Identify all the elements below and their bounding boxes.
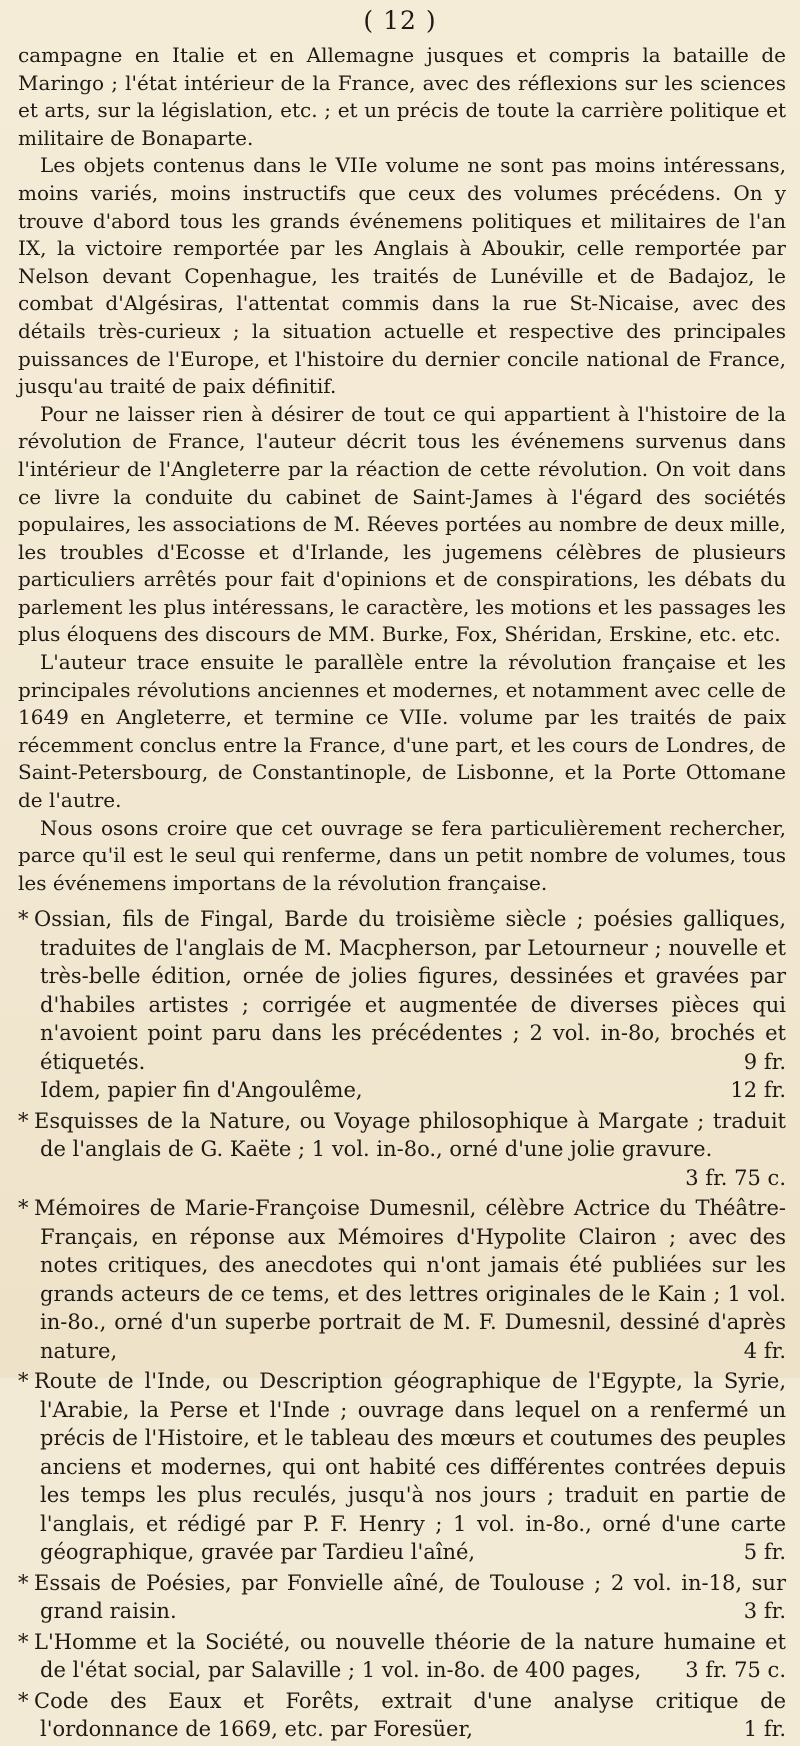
ad-entry-ossian [18, 905, 786, 1105]
asterisk-mark: * [18, 1688, 29, 1713]
asterisk-mark: * [18, 1570, 29, 1595]
paragraph: Les objets contenus dans le VIIe volume ne sont pas moins intéressans, moins variés, moins instructifs que ceux des volumes précédens. On y trouve d'abord tous les grands événemens politiques et militaires de l'an IX, la victoire remportée par les Anglais à Aboukir, celle remportée par Nelson devant Copenhague, les traités de Lunéville et de Badajoz, le combat d'Algésiras, l'attentat commis dans la rue St-Nicaise, avec des détails très-curieux ; la situation actuelle et respective des principales puissances de l'Europe, et l'histoire du dernier concile national de France, jusqu'au traité de paix définitif. [18, 153, 786, 399]
ad-price: 3 fr. 75 c. [685, 1165, 786, 1190]
ad-note: Idem, papier fin d'Angoulême, [40, 1078, 363, 1103]
ad-entry-essais [18, 1569, 786, 1626]
ad-text: Route de l'Inde, ou Description géographique de l'Egypte, la Syrie, l'Arabie, la Perse et l'Inde ; ouvrage dans lequel on a renfermé un précis de l'Histoire, et le tableau des mœurs et coutumes des peuples anciens et modernes, qui ont habité ces différentes contrées depuis les temps les plus reculés, jusqu'à nos jours ; traduit en partie de l'anglais, et rédigé par P. F. Henry ; 1 vol. in-8o., orné d'une carte géographique, gravée par Tardieu l'aîné, [34, 1369, 786, 1565]
asterisk-mark: * [18, 907, 29, 932]
ad-entry-homme-societe [18, 1628, 786, 1685]
ad-entry-route-inde [18, 1367, 786, 1567]
ad-text: Mémoires de Marie-Françoise Dumesnil, célèbre Actrice du Théâtre-Français, en réponse aux Mémoires d'Hypolite Clairon ; avec des notes critiques, des anecdotes qui n'ont jamais été publiées sur les grands acteurs de ce tems, et des lettres originales de le Kain ; 1 vol. in-8o., orné d'un superbe portrait de M. F. Dumesnil, dessiné d'après nature, [34, 1196, 786, 1363]
ad-entry-code-eaux [18, 1687, 786, 1744]
asterisk-mark: * [18, 1196, 29, 1221]
asterisk-mark: * [18, 1369, 29, 1394]
ad-text: L'Homme et la Société, ou nouvelle théorie de la nature humaine et de l'état social, par Salaville ; 1 vol. in-8o. de 400 pages, [34, 1629, 786, 1683]
ad-price: 3 fr. [743, 1599, 786, 1624]
book-advertisements [18, 905, 786, 1744]
ad-entry-memoires [18, 1194, 786, 1365]
ad-price: 9 fr. [743, 1049, 786, 1074]
paragraph: Nous osons croire que cet ouvrage se fera particulièrement rechercher, parce qu'il est le seul qui renferme, dans un petit nombre de volumes, tous les événemens importans de la révolution française. [18, 815, 786, 895]
paragraph: campagne en Italie et en Allemagne jusques et compris la bataille de Maringo ; l'état intérieur de la France, avec des réflexions sur les sciences et arts, sur la législation, etc. ; et un précis de toute la carrière politique et militaire de Bonaparte. [18, 43, 786, 150]
ad-text: Code des Eaux et Forêts, extrait d'une analyse critique de l'ordonnance de 1669, etc. par Foresüer, [34, 1688, 786, 1742]
page-content [18, 42, 786, 1746]
paragraph: Pour ne laisser rien à désirer de tout ce qui appartient à l'histoire de la révolution de France, l'auteur décrit tous les événemens survenus dans l'intérieur de l'Angleterre par la réaction de cette révolution. On voit dans ce livre la conduite du cabinet de Saint-James à l'égard des sociétés populaires, les associations de M. Réeves portées au nombre de deux mille, les troubles d'Ecosse et d'Irlande, les jugemens célèbres de plusieurs particuliers arrêtés pour fait d'opinions et de conspirations, les débats du parlement les plus intéressans, le caractère, les motions et les passages les plus éloquens des discours de MM. Burke, Fox, Shéridan, Erskine, etc. etc. [18, 401, 786, 647]
asterisk-mark: * [18, 1108, 29, 1133]
ad-price: 3 fr. 75 c. [685, 1658, 786, 1683]
ad-text: Essais de Poésies, par Fonvielle aîné, de Toulouse ; 2 vol. in-18, sur grand raisin. [34, 1570, 786, 1624]
ad-price: 5 fr. [743, 1540, 786, 1565]
paragraph: L'auteur trace ensuite le parallèle entre la révolution française et les principales révolutions anciennes et modernes, et notamment avec celle de 1649 en Angleterre, et termine ce VIIe. volume par les traités de paix récemment conclus entre la France, d'une part, et les cours de Londres, de Saint-Petersbourg, de Constantinople, de Lisbonne, et la Porte Ottomane de l'autre. [18, 650, 786, 813]
ad-text: Ossian, fils de Fingal, Barde du troisième siècle ; poésies galliques, traduites de l'anglais de M. Macpherson, par Letourneur ; nouvelle et très-belle édition, ornée de jolies figures, dessinées et gravées par d'habiles artistes ; corrigée et augmentée de diverses pièces qui n'avoient point paru dans les précédentes ; 2 vol. in-8o, brochés et étiquetés. [34, 907, 786, 1074]
ad-entry-esquisses [18, 1107, 786, 1193]
ad-price: 1 fr. [743, 1717, 786, 1742]
asterisk-mark: * [18, 1629, 29, 1654]
ad-note-price: 12 fr. [730, 1078, 786, 1103]
ad-price: 4 fr. [743, 1338, 786, 1363]
page-number: ( 12 ) [363, 6, 437, 35]
ad-text: Esquisses de la Nature, ou Voyage philosophique à Margate ; traduit de l'anglais de G. Kaëte ; 1 vol. in-8o., orné d'une jolie gravure. [34, 1108, 786, 1162]
